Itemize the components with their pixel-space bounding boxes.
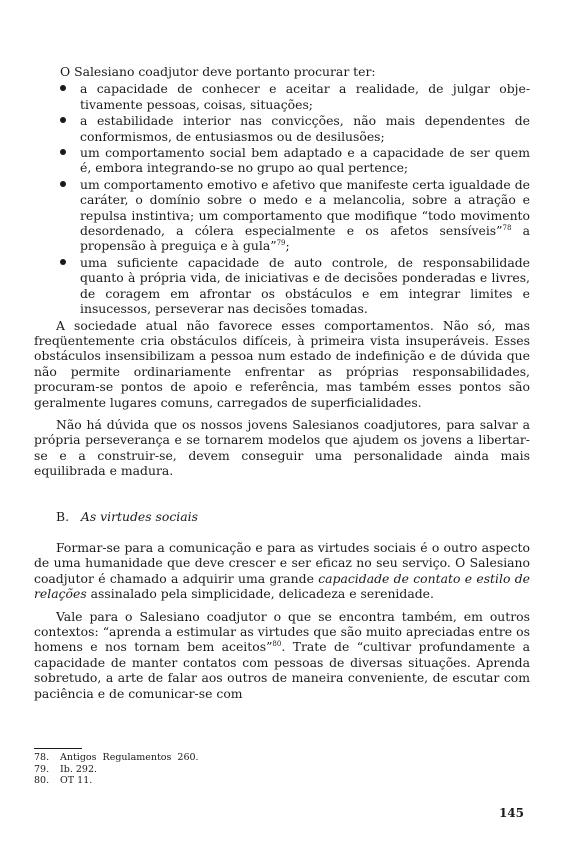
- page-number: 145: [498, 806, 524, 820]
- footnotes: [34, 752, 199, 787]
- paragraph-text: Vale para o Salesiano coadjutor o que se encontra também, em outros contextos: “aprenda a estimular as virtudes que são muito apreciadas entre os homens e nos tornam bem aceitos”: [34, 608, 530, 655]
- bullet-text: um comportamento emotivo e afetivo que manifeste certa igualdade de caráter, o domínio sobre o medo e a melancolia, sobre a atração e repulsa instintiva; um comportamento que modifique “todo movimento desordenado, a cólera especialmente e os afetos sensíveis”: [80, 176, 530, 239]
- footnote-number: 78.: [34, 752, 50, 763]
- footnote-text: Antigos Regulamentos 260.: [60, 752, 199, 763]
- bullet-icon: [60, 259, 66, 265]
- footnote-ref: 79: [276, 239, 286, 248]
- bullet-icon: [60, 85, 66, 91]
- paragraph: Não há dúvida que os nossos jovens Salesianos coadjutores, para salvar a própria perseverança e se tornarem modelos que ajudem os jovens a libertar-se e a construir-se, devem conseguir uma personalidade ainda mais equilibrada e madura.: [34, 416, 530, 479]
- bullet-list: [34, 81, 530, 316]
- list-item: [34, 255, 530, 317]
- bullet-icon: [60, 181, 66, 187]
- section-letter: B.: [56, 508, 70, 524]
- list-item: [34, 177, 530, 254]
- footnote-divider: [34, 748, 82, 749]
- paragraph: A sociedade atual não favorece esses comportamentos. Não só, mas freqüentemente cria obstáculos difíceis, à primeira vista insuperáveis. Esses obstáculos insensibilizam a pessoa num estado de indefinição e de dúvida que não permite ordinariamente enfrentar as próprias responsabilidades, procuram-se pontos de apoio e referência, mas também esses pontos são geralmente lugares comuns, carregados de superficialidades.: [34, 317, 530, 410]
- footnote-ref: 80: [272, 640, 282, 649]
- list-item: [34, 113, 530, 144]
- footnote: [34, 775, 199, 787]
- footnote: [34, 752, 199, 764]
- bullet-icon: [60, 117, 66, 123]
- bullet-icon: [60, 149, 66, 155]
- footnote-text: OT 11.: [60, 775, 93, 786]
- paragraph-text: assinalado pela simplicidade, delicadeza e serenidade.: [86, 586, 434, 602]
- footnote-text: Ib. 292.: [60, 763, 98, 775]
- bullet-text: um comportamento social bem adaptado e a capacidade de ser quem é, embora integrando-se no grupo ao qual pertence;: [80, 145, 530, 176]
- list-item: [34, 145, 530, 176]
- section-heading: [56, 509, 530, 524]
- paragraph-text: . Trate de “cultivar profundamente a capacidade de manter contatos com pessoas de diversas situações. Aprenda sobretudo, a arte de falar aos outros de maneira conveniente, de escutar com paciência e de comunicar-se com: [34, 639, 530, 701]
- footnote-number: 79.: [34, 763, 50, 775]
- bullet-text: uma suficiente capacidade de auto controle, de responsabilidade quanto à própria vida, de iniciativas e de decisões ponderadas e livres, de coragem em afrontar os obstáculos e em integrar limites e insucessos, perseverar nas decisões tomadas.: [80, 254, 530, 317]
- emphasis-text: capacidade de contato e estilo de relações: [34, 570, 530, 602]
- list-item: [34, 81, 530, 112]
- intro-line: O Salesiano coadjutor deve portanto procurar ter:: [60, 64, 376, 79]
- footnote: [34, 764, 199, 776]
- page-body: [34, 64, 530, 701]
- paragraph-text: Formar-se para a comunicação e para as virtudes sociais é o outro aspecto de uma humanidade que deve crescer e ser eficaz no seu serviço. O Salesiano coadjutor é chamado a adquirir uma grande: [34, 539, 530, 586]
- section-title: As virtudes sociais: [80, 508, 198, 524]
- bullet-text: a capacidade de conhecer e aceitar a realidade, de julgar objetivamente pessoas, coisas, situações;: [80, 81, 530, 112]
- footnote-ref: 78: [502, 223, 512, 232]
- bullet-text: a estabilidade interior nas convicções, não mais dependentes de conformismos, de entusiasmos ou de desilusões;: [80, 113, 530, 144]
- footnote-number: 80.: [34, 775, 50, 786]
- paragraph: [34, 609, 530, 701]
- paragraph: [34, 540, 530, 602]
- bullet-text: ;: [285, 238, 290, 254]
- bullet-text: a propensão à preguiça e à gula”: [80, 223, 530, 254]
